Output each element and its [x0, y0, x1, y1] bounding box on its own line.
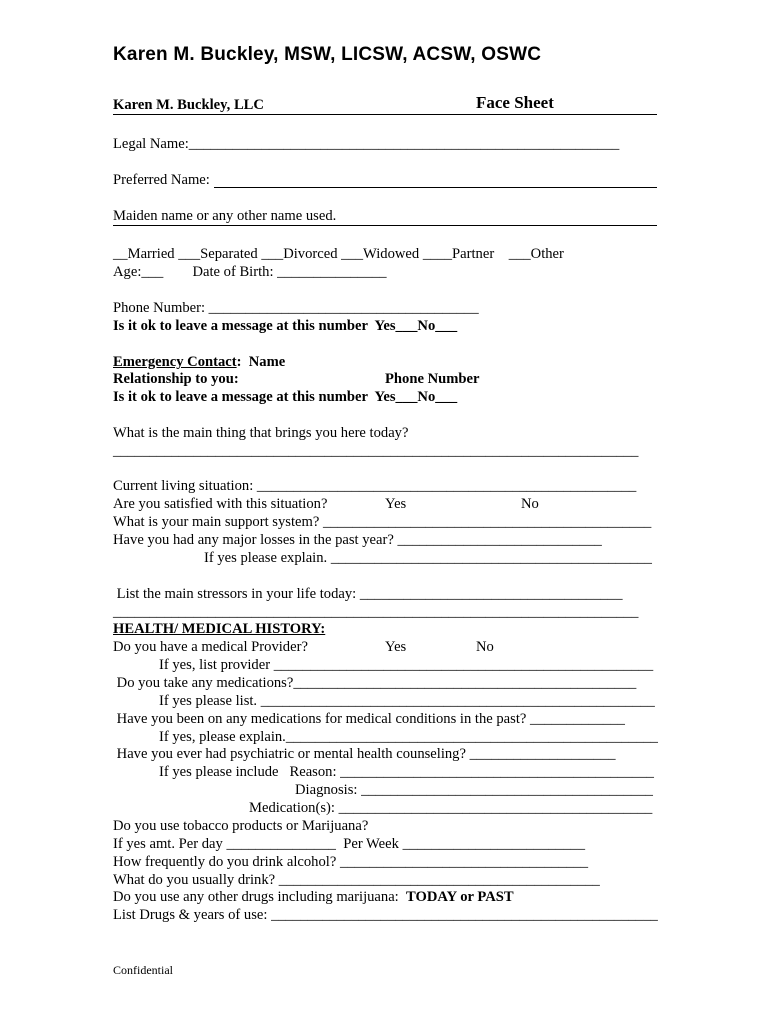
- stressors-answer-line[interactable]: ________________________________________________________________________: [113, 604, 639, 620]
- tobacco-question: Do you use tobacco products or Marijuana?: [113, 818, 369, 834]
- emergency-phone-label: Phone Number: [385, 371, 480, 387]
- main-reason-answer-line[interactable]: ________________________________________________________________________: [113, 443, 639, 459]
- page-heading: Karen M. Buckley, MSW, LICSW, ACSW, OSWC: [113, 44, 542, 65]
- alcohol-frequency-field[interactable]: How frequently do you drink alcohol? __________________________________: [113, 854, 589, 870]
- usual-drink-field[interactable]: What do you usually drink? ____________________________________________: [113, 872, 600, 888]
- age-dob-fields[interactable]: Age:___ Date of Birth: _______________: [113, 264, 387, 280]
- tobacco-amount-field[interactable]: If yes amt. Per day _______________ Per Week _________________________: [113, 836, 585, 852]
- living-situation-field[interactable]: Current living situation: ____________________________________________________: [113, 478, 637, 494]
- medications-question[interactable]: Do you take any medications?_______________________________________________: [113, 675, 637, 691]
- confidential-footer: Confidential: [113, 963, 173, 977]
- emergency-name-label: : Name: [236, 354, 286, 370]
- satisfied-question: Are you satisfied with this situation?: [113, 496, 328, 512]
- psych-diagnosis-field[interactable]: Diagnosis: ________________________________________: [295, 782, 653, 798]
- face-sheet-title: Face Sheet: [476, 93, 554, 112]
- phone-number-field[interactable]: Phone Number: _____________________________________: [113, 300, 479, 316]
- medical-provider-question: Do you have a medical Provider?: [113, 639, 308, 655]
- drugs-list-field[interactable]: List Drugs & years of use: _____________________________________________________: [113, 907, 658, 923]
- losses-explain-field[interactable]: If yes please explain. ____________________________________________: [204, 550, 652, 566]
- emergency-contact-label: Emergency Contact: [113, 354, 237, 370]
- provider-yes-option[interactable]: Yes: [385, 639, 407, 655]
- stressors-field[interactable]: List the main stressors in your life today: ____________________________________: [113, 586, 623, 602]
- other-drugs-question: [113, 888, 514, 906]
- major-losses-field[interactable]: Have you had any major losses in the past year? ____________________________: [113, 532, 602, 548]
- marital-status-options[interactable]: __Married ___Separated ___Divorced ___Widowed ____Partner ___Other: [113, 246, 564, 262]
- maiden-name-label: Maiden name or any other name used.: [113, 208, 337, 224]
- past-medications-question[interactable]: Have you been on any medications for medical conditions in the past? _____________: [113, 711, 625, 727]
- preferred-name-label: Preferred Name:: [113, 172, 210, 188]
- satisfied-yes-option[interactable]: Yes: [385, 496, 407, 512]
- support-system-field[interactable]: What is your main support system? _____________________________________________: [113, 514, 652, 530]
- satisfied-no-option[interactable]: No: [521, 496, 539, 512]
- provider-no-option[interactable]: No: [476, 639, 494, 655]
- header-rule: [113, 114, 657, 115]
- provider-list-field[interactable]: If yes, list provider ____________________________________________________: [159, 657, 654, 673]
- medications-list-field[interactable]: If yes please list. ______________________________________________________: [159, 693, 655, 709]
- maiden-name-field[interactable]: [113, 225, 657, 226]
- preferred-name-field[interactable]: [214, 187, 657, 188]
- today-or-past-label: TODAY or PAST: [406, 889, 514, 905]
- phone-message-question[interactable]: Is it ok to leave a message at this number Yes___No___: [113, 318, 458, 334]
- health-history-heading: HEALTH/ MEDICAL HISTORY:: [113, 621, 326, 637]
- psych-counseling-question[interactable]: Have you ever had psychiatric or mental health counseling? ____________________: [113, 746, 616, 762]
- relationship-label: Relationship to you:: [113, 371, 239, 387]
- main-reason-question: What is the main thing that brings you here today?: [113, 425, 409, 441]
- psych-medication-field[interactable]: Medication(s): ___________________________________________: [249, 800, 653, 816]
- legal-name-field[interactable]: Legal Name:___________________________________________________________: [113, 136, 620, 152]
- psych-reason-field[interactable]: If yes please include Reason: ___________________________________________: [159, 764, 654, 780]
- other-drugs-label: Do you use any other drugs including marijuana:: [113, 889, 399, 905]
- past-medications-explain-field[interactable]: If yes, please explain.___________________________________________________: [159, 729, 658, 745]
- org-name: Karen M. Buckley, LLC: [113, 97, 264, 113]
- emergency-message-question[interactable]: Is it ok to leave a message at this number Yes___No___: [113, 389, 458, 405]
- emergency-contact-line: [113, 353, 285, 371]
